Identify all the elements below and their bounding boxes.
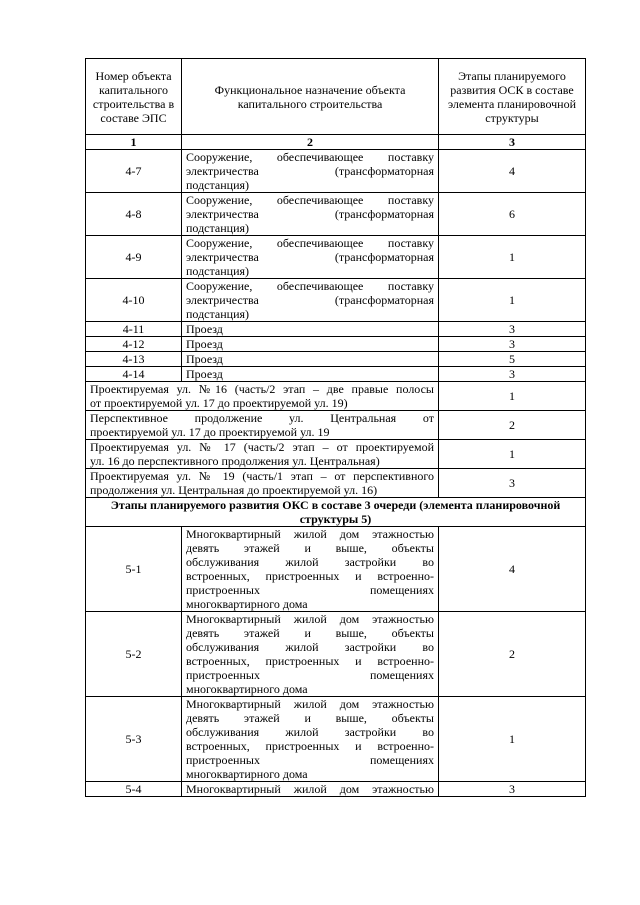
table-row [86, 382, 586, 411]
object-purpose: Проезд [182, 352, 439, 367]
object-purpose: Многоквартирный жилой дом этажностью девять этажей и выше, объекты обслуживания жилой застройки во встроенных, пристроенных и встроенно- пристроенных помещениях многоквартирного дома [182, 527, 439, 612]
table-row [86, 411, 586, 440]
object-stage: 1 [439, 440, 586, 469]
header-object-number: Номер объекта капитального строительства в составе ЭПС [86, 59, 182, 135]
street-description: Перспективное продолжение ул. Центральная от проектируемой ул. 17 до проектируемой ул. 19 [86, 411, 439, 440]
street-description: Проектируемая ул. № 19 (часть/1 этап – от перспективного продолжения ул. Центральная до проектируемой ул. 16) [86, 469, 439, 498]
object-number: 5-3 [86, 697, 182, 782]
object-purpose: Сооружение, обеспечивающее поставку электричества (трансформаторная подстанция) [182, 150, 439, 193]
object-number: 4-10 [86, 279, 182, 322]
object-number: 4-9 [86, 236, 182, 279]
object-number: 4-13 [86, 352, 182, 367]
object-stage: 1 [439, 279, 586, 322]
objects-table [85, 58, 586, 797]
object-purpose: Многоквартирный жилой дом этажностью девять этажей и выше, объекты обслуживания жилой застройки во встроенных, пристроенных и встроенно- пристроенных помещениях многоквартирного дома [182, 612, 439, 697]
object-stage: 5 [439, 352, 586, 367]
object-purpose: Проезд [182, 322, 439, 337]
table-row [86, 236, 586, 279]
object-purpose: Многоквартирный жилой дом этажностью [182, 782, 439, 797]
table-row [86, 337, 586, 352]
table-row [86, 193, 586, 236]
table-row [86, 150, 586, 193]
street-description: Проектируемая ул. № 17 (часть/2 этап – от проектируемой ул. 16 до перспективного продолжения ул. Центральная) [86, 440, 439, 469]
header-stage: Этапы планируемого развития ОСК в составе элемента планировочной структуры [439, 59, 586, 135]
object-stage: 6 [439, 193, 586, 236]
object-purpose: Многоквартирный жилой дом этажностью девять этажей и выше, объекты обслуживания жилой застройки во встроенных, пристроенных и встроенно- пристроенных помещениях многоквартирного дома [182, 697, 439, 782]
object-number: 5-2 [86, 612, 182, 697]
object-number: 4-12 [86, 337, 182, 352]
object-stage: 3 [439, 469, 586, 498]
object-stage: 3 [439, 367, 586, 382]
object-number: 4-7 [86, 150, 182, 193]
table-row [86, 322, 586, 337]
object-purpose: Сооружение, обеспечивающее поставку электричества (трансформаторная подстанция) [182, 279, 439, 322]
object-stage: 1 [439, 697, 586, 782]
header-purpose: Функциональное назначение объекта капитального строительства [182, 59, 439, 135]
street-description: Проектируемая ул. №16 (часть/2 этап – две правые полосы от проектируемой ул. 17 до проектируемой ул. 19) [86, 382, 439, 411]
column-number: 1 [86, 135, 182, 150]
object-stage: 1 [439, 236, 586, 279]
object-number: 5-4 [86, 782, 182, 797]
table-row [86, 782, 586, 797]
object-number: 4-14 [86, 367, 182, 382]
column-number: 2 [182, 135, 439, 150]
section-header-row [86, 498, 586, 527]
table-row [86, 697, 586, 782]
object-stage: 3 [439, 322, 586, 337]
column-number: 3 [439, 135, 586, 150]
object-stage: 2 [439, 612, 586, 697]
object-stage: 4 [439, 527, 586, 612]
table-row [86, 469, 586, 498]
object-stage: 3 [439, 782, 586, 797]
table-row [86, 612, 586, 697]
object-stage: 1 [439, 382, 586, 411]
table-row [86, 279, 586, 322]
object-purpose: Проезд [182, 337, 439, 352]
table-row [86, 367, 586, 382]
object-stage: 2 [439, 411, 586, 440]
header-row [86, 59, 586, 135]
object-number: 4-11 [86, 322, 182, 337]
column-numbers-row [86, 135, 586, 150]
object-stage: 4 [439, 150, 586, 193]
object-purpose: Сооружение, обеспечивающее поставку электричества (трансформаторная подстанция) [182, 236, 439, 279]
object-stage: 3 [439, 337, 586, 352]
object-purpose: Проезд [182, 367, 439, 382]
table-row [86, 440, 586, 469]
object-number: 5-1 [86, 527, 182, 612]
table-row [86, 527, 586, 612]
object-number: 4-8 [86, 193, 182, 236]
table-row [86, 352, 586, 367]
section-title: Этапы планируемого развития ОКС в составе 3 очереди (элемента планировочной структуры 5) [86, 498, 586, 527]
object-purpose: Сооружение, обеспечивающее поставку электричества (трансформаторная подстанция) [182, 193, 439, 236]
